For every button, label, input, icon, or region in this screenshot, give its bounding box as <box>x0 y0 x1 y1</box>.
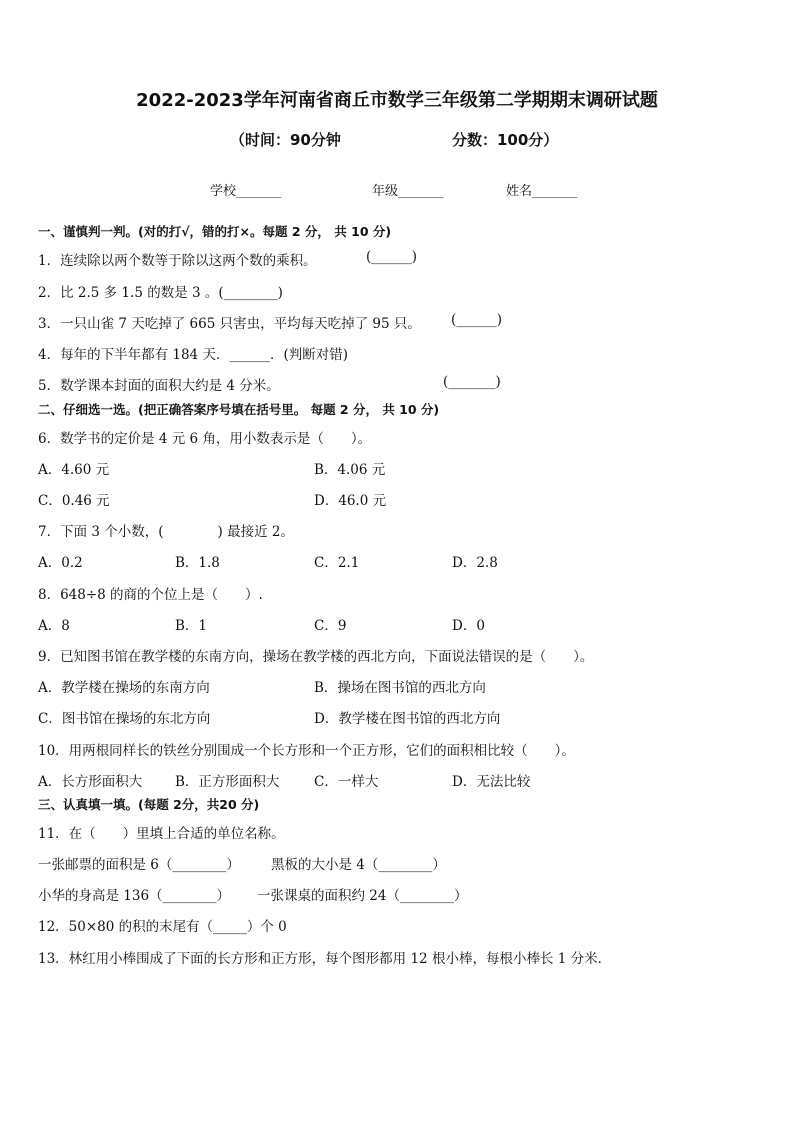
option-6d: D．46.0 元 <box>314 493 387 509</box>
answer-blank-1[interactable]: (______) <box>366 249 418 265</box>
question-10: 10．用两根同样长的铁丝分别围成一个长方形和一个正方形，它们的面积相比较（ ）。 <box>38 743 575 759</box>
option-8a: A．8 <box>38 618 70 634</box>
question-1: 1．连续除以两个数等于除以这两个数的乘积。 <box>38 253 317 269</box>
question-13: 13．林红用小棒围成了下面的长方形和正方形，每个图形都用 12 根小棒，每根小棒长 1 分米． <box>38 951 612 967</box>
section-heading: 二、仔细选一选。(把正确答案序号填在括号里。 每题 2 分， 共 10 分) <box>38 402 440 417</box>
option-10d: D．无法比较 <box>452 774 531 790</box>
school-field[interactable]: 学校_______ <box>210 184 282 199</box>
option-8b: B．1 <box>175 618 208 634</box>
question-2: 2．比 2.5 多 1.5 的数是 3 。(________) <box>38 285 283 301</box>
question-11-d: 一张课桌的面积约 24（________） <box>257 888 468 904</box>
option-9b: B．操场在图书馆的西北方向 <box>314 680 486 696</box>
question-11: 11．在（ ）里填上合适的单位名称。 <box>38 826 285 842</box>
option-10a: A．长方形面积大 <box>38 774 143 790</box>
question-12: 12．50×80 的积的末尾有（_____）个 0 <box>38 919 287 935</box>
option-7a: A．0.2 <box>38 555 83 571</box>
grade-field[interactable]: 年级_______ <box>372 184 444 199</box>
question-5: 5．数学课本封面的面积大约是 4 分米。 <box>38 378 280 394</box>
option-10c: C．一样大 <box>314 774 379 790</box>
option-6b: B．4.06 元 <box>314 462 386 478</box>
option-10b: B．正方形面积大 <box>175 774 280 790</box>
answer-blank-5[interactable]: (_______) <box>443 374 501 390</box>
question-6: 6．数学书的定价是 4 元 6 角，用小数表示是（ ）。 <box>38 431 372 447</box>
option-8d: D．0 <box>452 618 485 634</box>
exam-score: 分数：100分） <box>452 131 559 149</box>
question-4: 4．每年的下半年都有 184 天．______．(判断对错) <box>38 347 348 363</box>
name-field[interactable]: 姓名_______ <box>506 184 578 199</box>
section-heading: 一、谨慎判一判。(对的打√，错的打×。每题 2 分， 共 10 分) <box>38 224 392 239</box>
question-7: 7．下面 3 个小数，( ) 最接近 2。 <box>38 524 294 540</box>
option-6a: A．4.60 元 <box>38 462 110 478</box>
option-7c: C．2.1 <box>314 555 360 571</box>
option-6c: C．0.46 元 <box>38 493 110 509</box>
option-9c: C．图书馆在操场的东北方向 <box>38 711 211 727</box>
question-3: 3．一只山雀 7 天吃掉了 665 只害虫，平均每天吃掉了 95 只。 <box>38 316 421 332</box>
option-8c: C．9 <box>314 618 347 634</box>
option-9d: D．教学楼在图书馆的西北方向 <box>314 711 501 727</box>
page-title: 2022-2023学年河南省商丘市数学三年级第二学期期末调研试题 <box>136 90 658 111</box>
section-heading: 三、认真填一填。(每题 2分，共20 分) <box>38 797 260 812</box>
option-7b: B．1.8 <box>175 555 220 571</box>
option-9a: A．教学楼在操场的东南方向 <box>38 680 210 696</box>
exam-time: （时间：90分钟 <box>230 131 341 149</box>
question-11-b: 黑板的大小是 4（________） <box>271 857 446 873</box>
option-7d: D．2.8 <box>452 555 498 571</box>
question-11-c: 小华的身高是 136（________） <box>38 888 231 904</box>
question-11-a: 一张邮票的面积是 6（________） <box>38 857 240 873</box>
answer-blank-3[interactable]: (______) <box>451 312 503 328</box>
question-9: 9．已知图书馆在教学楼的东南方向，操场在教学楼的西北方向，下面说法错误的是（ ）。 <box>38 649 594 665</box>
question-8: 8．648÷8 的商的个位上是（ ）. <box>38 587 263 603</box>
